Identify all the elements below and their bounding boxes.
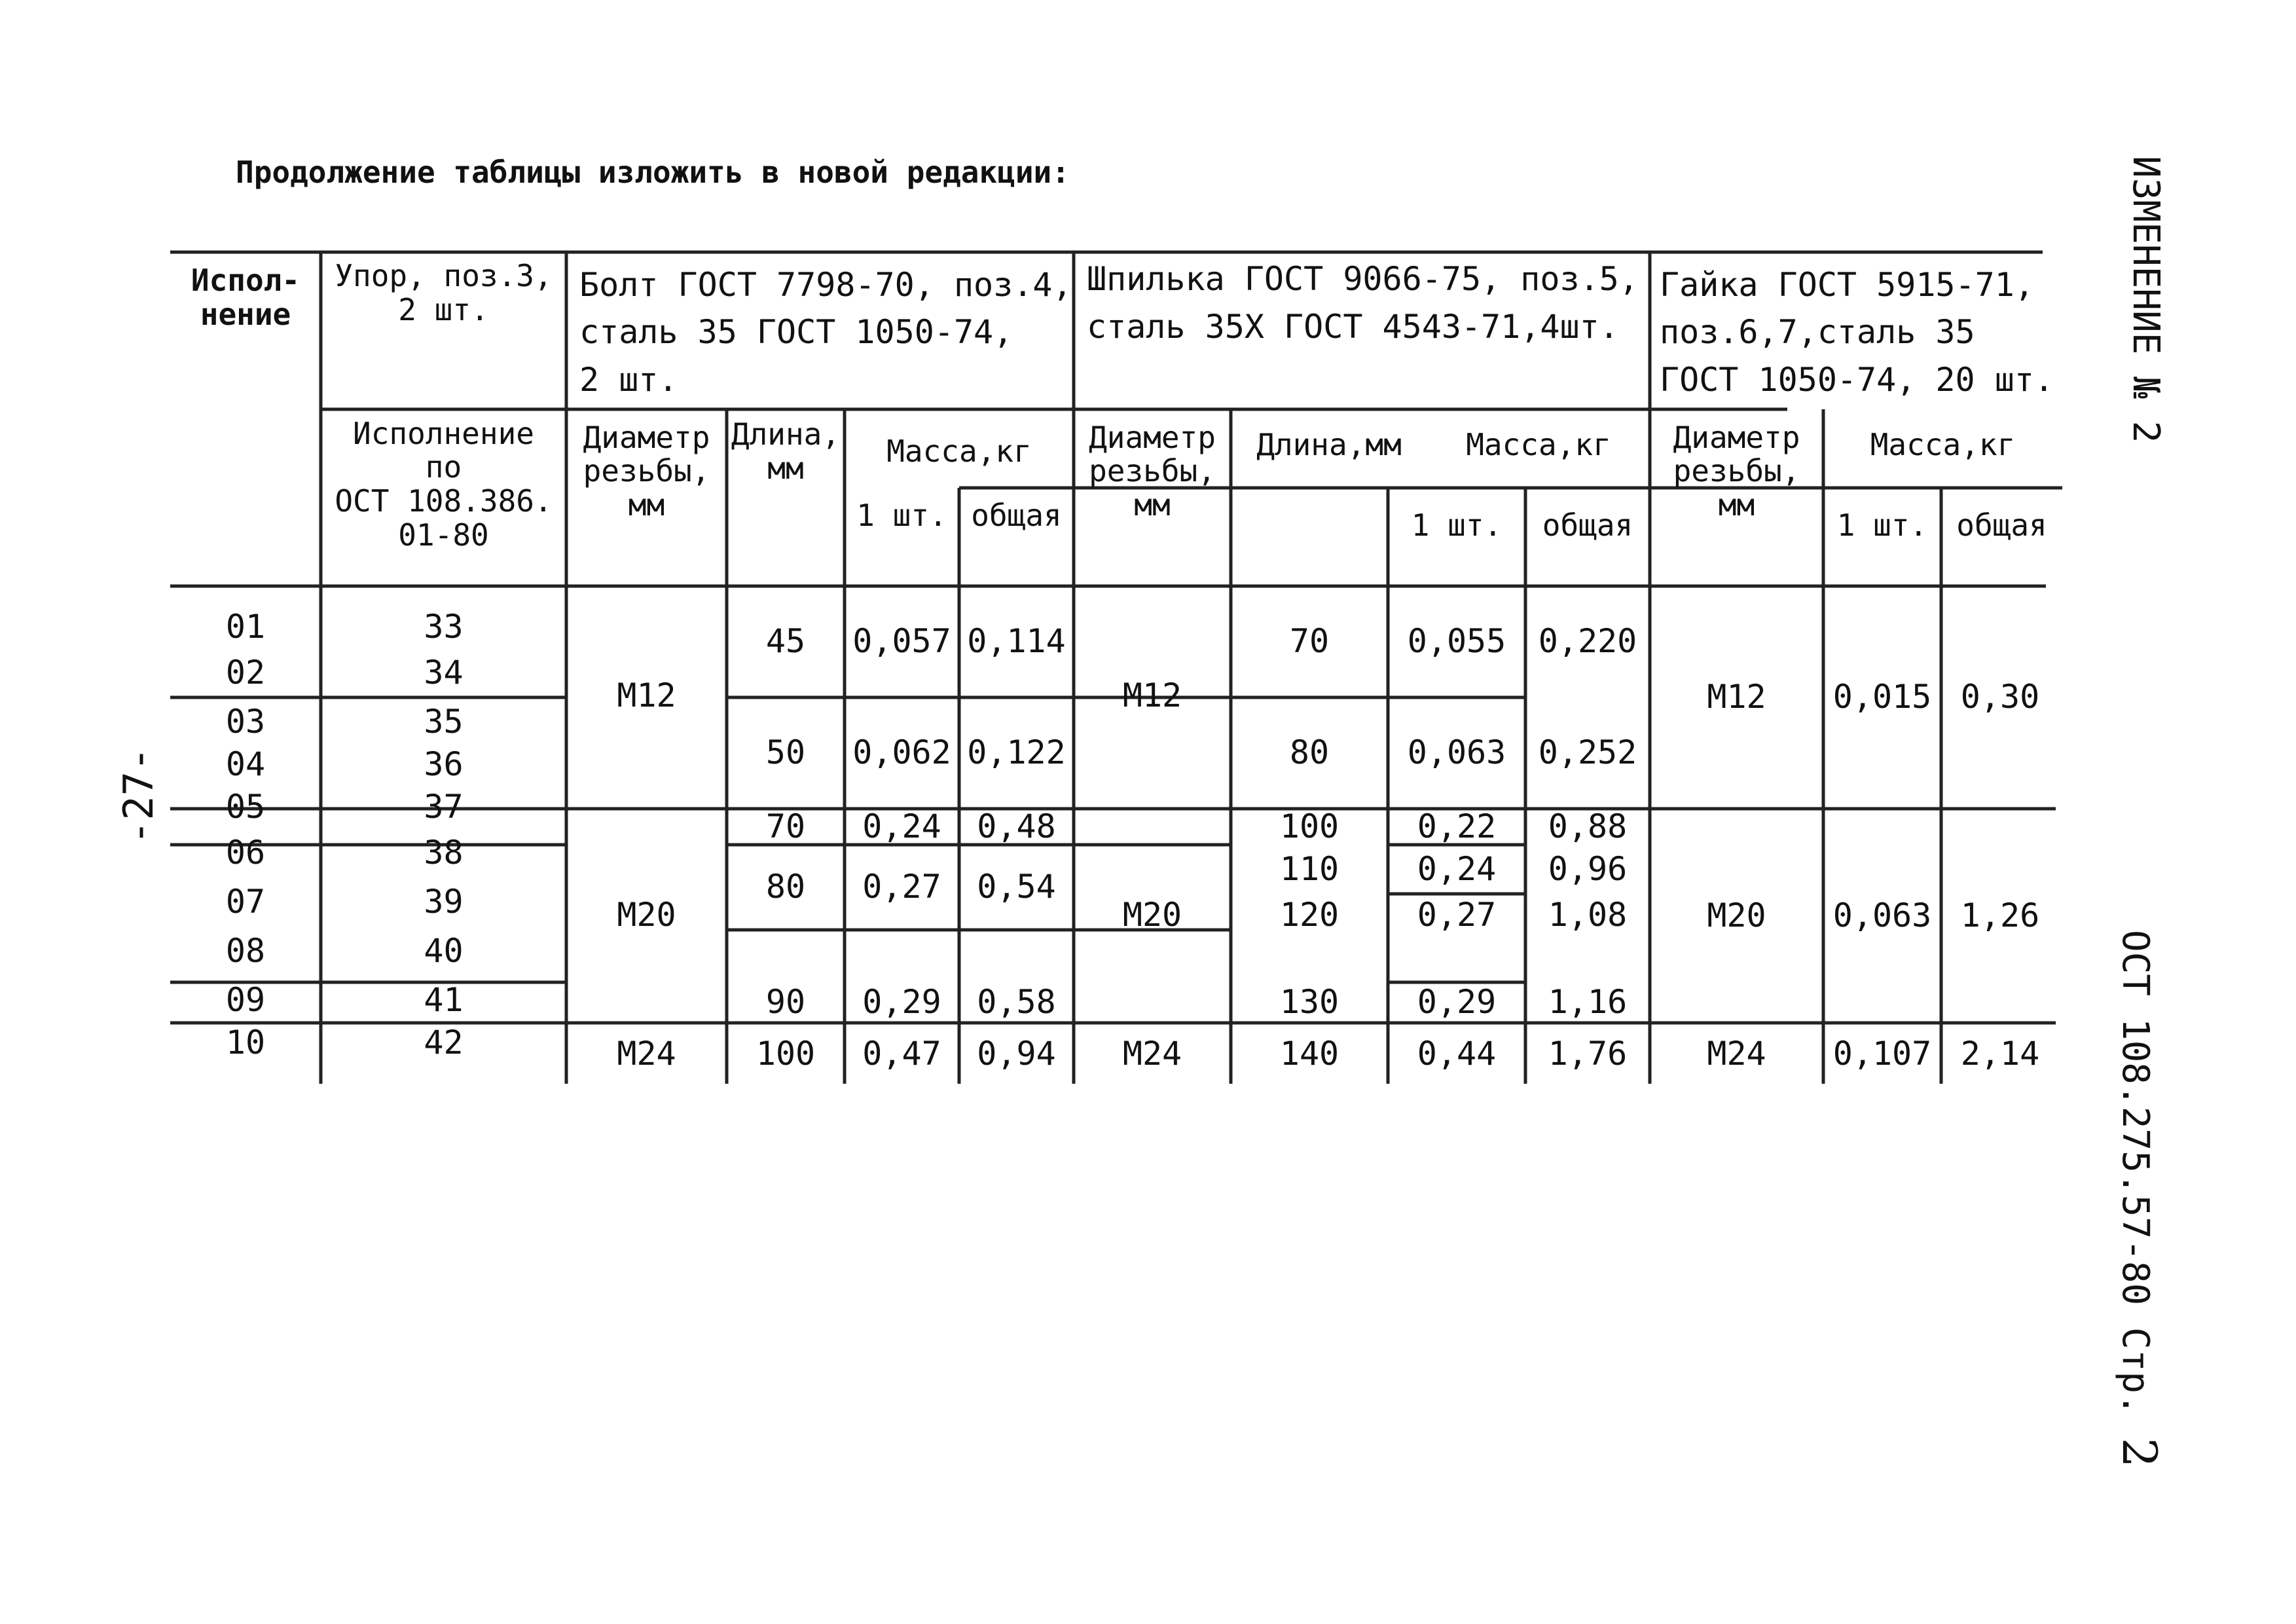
bolt-mass-total-line: 0,48 [977, 807, 1056, 845]
ispolnenie-value [170, 606, 321, 648]
gayka-mass-one [1823, 1025, 1941, 1084]
shpilka-mass-one-line: 0,29 [1417, 983, 1497, 1022]
header-shpilka-mass-total-line: общая [1542, 507, 1633, 543]
header-ispolnenie [170, 255, 321, 341]
bolt-length [727, 982, 845, 1023]
shpilka-mass-one-line: 0,44 [1417, 1035, 1497, 1073]
header-bolt-length-line: мм [767, 451, 804, 486]
upor-value [321, 786, 566, 828]
gayka-mass-one-line: 0,063 [1832, 896, 1932, 934]
bolt-diameter-line: М20 [617, 895, 676, 934]
header-ispolnenie-line: нение [200, 297, 291, 332]
bolt-mass-one [845, 982, 959, 1023]
gayka-mass-one [1823, 809, 1941, 1023]
bolt-mass-total [959, 809, 1074, 845]
upor-value-line: 34 [424, 653, 464, 692]
ispolnenie-value-line: 02 [225, 653, 266, 692]
upor-value-line: 37 [424, 787, 464, 826]
upor-value-line: 41 [424, 980, 464, 1019]
ispolnenie-value [170, 930, 321, 972]
shpilka-mass-one [1388, 1025, 1525, 1084]
header-upor-line: 2 шт. [398, 291, 489, 327]
bolt-diameter [566, 586, 727, 805]
bolt-mass-total [959, 586, 1074, 697]
bolt-mass-total-line: 0,114 [967, 622, 1066, 661]
ispolnenie-value-line: 05 [225, 787, 266, 826]
shpilka-diameter-line: М24 [1122, 1035, 1182, 1073]
header-upor-ispolnenie-line: Исполнение [353, 415, 534, 451]
gayka-mass-total [1941, 1025, 2059, 1084]
header-shpilka [1087, 255, 1650, 350]
header-shpilka-length-line: Длина,мм [1256, 427, 1402, 463]
shpilka-mass-total [1525, 845, 1650, 894]
ispolnenie-value [170, 1022, 321, 1064]
bolt-diameter-line: М24 [617, 1035, 676, 1073]
upor-value-line: 35 [424, 702, 464, 741]
shpilka-length-line: 140 [1279, 1035, 1339, 1073]
change-label: ИЗМЕНЕНИЕ № 2 [2124, 156, 2167, 443]
header-upor-line: Упор, поз.3, [335, 257, 553, 293]
bolt-mass-total-line: 0,54 [977, 868, 1056, 906]
shpilka-mass-one-line: 0,055 [1407, 622, 1506, 661]
bolt-length [727, 809, 845, 845]
shpilka-length-line: 100 [1279, 807, 1339, 845]
ispolnenie-value [170, 786, 321, 828]
gayka-diameter [1650, 586, 1823, 809]
ispolnenie-value-line: 09 [225, 980, 266, 1019]
bolt-mass-total-line: 0,94 [977, 1035, 1056, 1073]
page-number: -27- [115, 747, 162, 845]
ispolnenie-value [170, 652, 321, 694]
ispolnenie-value-line: 08 [225, 931, 266, 970]
header-shpilka-mass [1427, 416, 1650, 475]
ispolnenie-value [170, 979, 321, 1022]
header-upor-ispolnenie-line: ОСТ 108.386. [335, 483, 553, 519]
shpilka-mass-total [1525, 697, 1650, 809]
bolt-mass-one-line: 0,062 [852, 733, 951, 772]
gayka-mass-total [1941, 586, 2059, 809]
header-bolt-mass-one-line: 1 шт. [856, 497, 947, 533]
shpilka-length-line: 110 [1279, 849, 1339, 888]
bolt-mass-total [959, 845, 1074, 930]
document-code-text: ОСТ 108.275.57-80 [2114, 930, 2157, 1306]
header-bolt-mass-one [845, 488, 959, 544]
bolt-length [727, 586, 845, 697]
bolt-mass-one [845, 1025, 959, 1084]
header-upor-ispolnenie-line: по [425, 449, 462, 485]
bolt-mass-total [959, 697, 1074, 809]
header-bolt-mass [845, 416, 1074, 488]
gayka-mass-total [1941, 809, 2059, 1023]
shpilka-length [1231, 809, 1388, 845]
gayka-diameter-line: М24 [1707, 1035, 1766, 1073]
shpilka-length-line: 70 [1289, 622, 1330, 661]
gayka-mass-total-line: 0,30 [1960, 678, 2040, 716]
gayka-mass-total-line: 2,14 [1960, 1035, 2040, 1073]
shpilka-mass-one-line: 0,27 [1417, 895, 1497, 934]
page-label: Стр. [2114, 1327, 2157, 1416]
header-bolt-length-line: Длина, [731, 416, 841, 452]
shpilka-mass-total [1525, 894, 1650, 936]
ispolnenie-value [170, 832, 321, 874]
header-shpilka-mass-one-line: 1 шт. [1411, 507, 1503, 543]
page-value: 2 [2112, 1437, 2167, 1468]
shpilka-length [1231, 982, 1388, 1023]
bolt-length-line: 80 [765, 868, 806, 906]
shpilka-mass-one [1388, 845, 1525, 894]
shpilka-diameter-line: М20 [1122, 895, 1182, 934]
upor-value-line: 36 [424, 745, 464, 783]
shpilka-mass-one [1388, 697, 1525, 809]
bolt-mass-one [845, 586, 959, 697]
header-gayka-line: поз.6,7,сталь 35 [1660, 313, 1975, 352]
bolt-mass-one-line: 0,057 [852, 622, 951, 661]
bolt-mass-one-line: 0,24 [862, 807, 941, 845]
upor-value [321, 652, 566, 694]
header-gayka-diameter-line: мм [1718, 487, 1755, 523]
ispolnenie-value-line: 10 [225, 1023, 266, 1061]
header-bolt-mass-line: Масса,кг [886, 434, 1032, 470]
header-shpilka-diameter [1074, 416, 1231, 527]
bolt-length [727, 697, 845, 809]
shpilka-mass-one-line: 0,22 [1417, 807, 1497, 845]
shpilka-mass-one [1388, 809, 1525, 845]
shpilka-mass-total-line: 1,08 [1548, 895, 1628, 934]
gayka-mass-one [1823, 586, 1941, 809]
shpilka-mass-total-line: 0,252 [1538, 733, 1637, 772]
shpilka-length [1231, 697, 1388, 809]
ispolnenie-value [170, 701, 321, 743]
header-bolt-diameter-line: Диаметр [583, 419, 710, 455]
upor-value [321, 832, 566, 874]
header-bolt [579, 255, 1074, 409]
header-shpilka-mass-one [1388, 488, 1525, 563]
shpilka-length-line: 130 [1279, 983, 1339, 1022]
bolt-length-line: 45 [765, 622, 806, 661]
header-bolt-length [727, 416, 845, 488]
header-shpilka-diameter-line: мм [1134, 487, 1171, 523]
header-gayka-mass-line: Масса,кг [1870, 427, 2016, 463]
bolt-length-line: 50 [765, 733, 806, 772]
header-gayka-diameter-line: Диаметр [1673, 419, 1800, 455]
shpilka-mass-total-line: 0,88 [1548, 807, 1628, 845]
header-shpilka-line: Шпилька ГОСТ 9066-75, поз.5, [1087, 260, 1639, 298]
header-gayka-diameter [1650, 416, 1823, 527]
shpilka-mass-one [1388, 894, 1525, 936]
header-shpilka-mass-line: Масса,кг [1466, 427, 1611, 463]
shpilka-diameter-line: М12 [1122, 676, 1182, 714]
upor-value-line: 42 [424, 1023, 464, 1061]
bolt-mass-one [845, 809, 959, 845]
bolt-mass-one [845, 697, 959, 809]
gayka-mass-one-line: 0,107 [1832, 1035, 1932, 1073]
header-gayka-mass-one-line: 1 шт. [1836, 507, 1928, 543]
upor-value [321, 1022, 566, 1064]
upor-value [321, 930, 566, 972]
bolt-mass-total-line: 0,122 [967, 733, 1066, 772]
header-upor [321, 255, 566, 331]
shpilka-mass-one-line: 0,063 [1407, 733, 1506, 772]
upor-value-line: 38 [424, 833, 464, 872]
shpilka-mass-total-line: 1,76 [1548, 1035, 1628, 1073]
gayka-diameter-line: М12 [1707, 678, 1766, 716]
shpilka-mass-total-line: 1,16 [1548, 983, 1628, 1022]
ispolnenie-value [170, 881, 321, 923]
shpilka-diameter [1074, 809, 1231, 1022]
bolt-length-line: 100 [756, 1035, 816, 1073]
ispolnenie-value [170, 743, 321, 786]
intro-text: Продолжение таблицы изложить в новой редакции: [236, 155, 1070, 190]
upor-value [321, 701, 566, 743]
header-gayka-mass-total-line: общая [1956, 507, 2047, 543]
header-gayka [1660, 255, 2062, 409]
shpilka-mass-total [1525, 586, 1650, 697]
bolt-mass-one [845, 845, 959, 930]
shpilka-length-line: 80 [1289, 733, 1330, 772]
shpilka-length [1231, 586, 1388, 697]
header-gayka-mass-one [1823, 488, 1941, 563]
gayka-mass-total-line: 1,26 [1960, 896, 2040, 934]
ispolnenie-value-line: 03 [225, 702, 266, 741]
header-bolt-line: Болт ГОСТ 7798-70, поз.4, [579, 265, 1072, 304]
shpilka-mass-one [1388, 586, 1525, 697]
header-shpilka-mass-total [1525, 488, 1650, 563]
header-gayka-line: ГОСТ 1050-74, 20 шт. [1660, 360, 2054, 399]
header-gayka-mass-total [1941, 488, 2062, 563]
bolt-diameter [566, 1025, 727, 1084]
gayka-mass-one-line: 0,015 [1832, 678, 1932, 716]
shpilka-diameter [1074, 1025, 1231, 1084]
header-ispolnenie-line: Испол- [191, 263, 301, 299]
header-shpilka-line: сталь 35Х ГОСТ 4543-71,4шт. [1087, 307, 1619, 346]
bolt-mass-total [959, 982, 1074, 1023]
bolt-mass-total [959, 1025, 1074, 1084]
header-gayka-line: Гайка ГОСТ 5915-71, [1660, 265, 2034, 304]
shpilka-mass-one-line: 0,24 [1417, 849, 1497, 888]
gayka-diameter [1650, 809, 1823, 1023]
bolt-diameter-line: М12 [617, 676, 676, 714]
shpilka-length [1231, 845, 1388, 894]
shpilka-mass-total [1525, 1025, 1650, 1084]
upor-value-line: 39 [424, 882, 464, 921]
shpilka-length [1231, 1025, 1388, 1084]
ispolnenie-value-line: 07 [225, 882, 266, 921]
header-bolt-mass-total-line: общая [971, 497, 1062, 533]
shpilka-mass-total [1525, 982, 1650, 1023]
shpilka-mass-one [1388, 982, 1525, 1023]
bolt-length-line: 70 [765, 807, 806, 845]
bolt-mass-one-line: 0,47 [862, 1035, 941, 1073]
header-bolt-diameter-line: мм [628, 487, 665, 523]
header-bolt-diameter [566, 416, 727, 527]
header-gayka-diameter-line: резьбы, [1673, 453, 1800, 489]
upor-value [321, 881, 566, 923]
upor-value [321, 606, 566, 648]
header-bolt-mass-total [959, 488, 1074, 544]
ispolnenie-value-line: 06 [225, 833, 266, 872]
header-bolt-line: сталь 35 ГОСТ 1050-74, [579, 313, 1013, 352]
bolt-mass-one-line: 0,29 [862, 983, 941, 1022]
shpilka-mass-total-line: 0,96 [1548, 849, 1628, 888]
gayka-diameter-line: М20 [1707, 896, 1766, 934]
ispolnenie-value-line: 01 [225, 607, 266, 646]
shpilka-mass-total-line: 0,220 [1538, 622, 1637, 661]
header-shpilka-diameter-line: резьбы, [1089, 453, 1216, 489]
header-shpilka-length [1231, 416, 1427, 475]
header-upor-ispolnenie [321, 416, 566, 553]
bolt-length [727, 845, 845, 930]
gayka-diameter [1650, 1025, 1823, 1084]
shpilka-length [1231, 894, 1388, 936]
header-bolt-line: 2 шт. [579, 360, 678, 399]
header-shpilka-diameter-line: Диаметр [1089, 419, 1216, 455]
bolt-mass-total-line: 0,58 [977, 983, 1056, 1022]
bolt-mass-one-line: 0,27 [862, 868, 941, 906]
ispolnenie-value-line: 04 [225, 745, 266, 783]
bolt-diameter [566, 809, 727, 1022]
shpilka-mass-total [1525, 809, 1650, 845]
upor-value [321, 979, 566, 1022]
bolt-length-line: 90 [765, 983, 806, 1022]
shpilka-length-line: 120 [1279, 895, 1339, 934]
header-bolt-diameter-line: резьбы, [583, 453, 710, 489]
shpilka-diameter [1074, 586, 1231, 805]
header-upor-ispolnenie-line: 01-80 [398, 517, 489, 553]
upor-value-line: 33 [424, 607, 464, 646]
upor-value-line: 40 [424, 931, 464, 970]
bolt-length [727, 1025, 845, 1084]
upor-value [321, 743, 566, 786]
header-gayka-mass [1823, 416, 2062, 475]
